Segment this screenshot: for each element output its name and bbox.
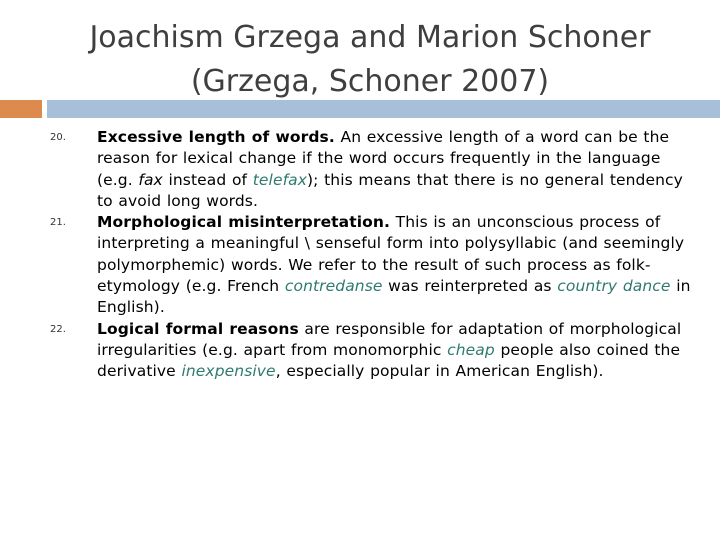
item-text-part: An excessive length of a word can be the reason for lexical change if the word occurs frequently in the language (e.g. bbox=[97, 128, 670, 189]
example-word: inexpensive bbox=[181, 362, 276, 381]
example-word: fax bbox=[138, 170, 163, 189]
title-divider-accent bbox=[0, 100, 42, 118]
item-text-part: in English). bbox=[97, 277, 691, 317]
example-word: country dance bbox=[557, 277, 671, 296]
item-lead: Logical formal reasons bbox=[97, 319, 299, 338]
item-text bbox=[97, 212, 697, 318]
item-text-part: ); this means that there is no general tendency to avoid long words. bbox=[97, 170, 683, 210]
title-line-2: (Grzega, Schoner 2007) bbox=[190, 64, 550, 99]
item-text-part: , especially popular in American English). bbox=[275, 362, 604, 381]
item-lead: Excessive length of words. bbox=[97, 128, 335, 146]
item-text-part: are responsible for adaptation of morphological irregularities (e.g. apart from monomorphic bbox=[97, 319, 682, 359]
slide-title bbox=[70, 16, 670, 104]
numbered-list bbox=[0, 127, 720, 383]
item-number: 21. bbox=[50, 217, 66, 229]
item-lead: Morphological misinterpretation. bbox=[97, 213, 391, 232]
item-text-part: instead of bbox=[162, 170, 253, 189]
item-text-part: people also coined the derivative bbox=[97, 340, 681, 381]
list-item bbox=[0, 319, 720, 383]
item-number: 22. bbox=[50, 323, 66, 335]
list-item bbox=[0, 127, 720, 212]
item-text bbox=[97, 127, 697, 212]
item-text-part: This is an unconscious process of interpreting a meaningful \ senseful form into polysyllabic (and seemingly polymorphemic) words. We refer to the result of such process as folk-etymology (e.g. French bbox=[97, 213, 685, 296]
example-word: contredanse bbox=[284, 277, 383, 296]
title-line-1: Joachism Grzega and Marion Schoner bbox=[89, 20, 651, 55]
example-word: telefax bbox=[252, 170, 308, 189]
item-text-part: was reinterpreted as bbox=[382, 277, 558, 296]
list-item bbox=[0, 212, 720, 318]
example-word: cheap bbox=[447, 340, 495, 359]
item-number: 20. bbox=[50, 132, 66, 143]
title-divider-bar bbox=[47, 100, 720, 118]
item-text bbox=[97, 319, 697, 383]
